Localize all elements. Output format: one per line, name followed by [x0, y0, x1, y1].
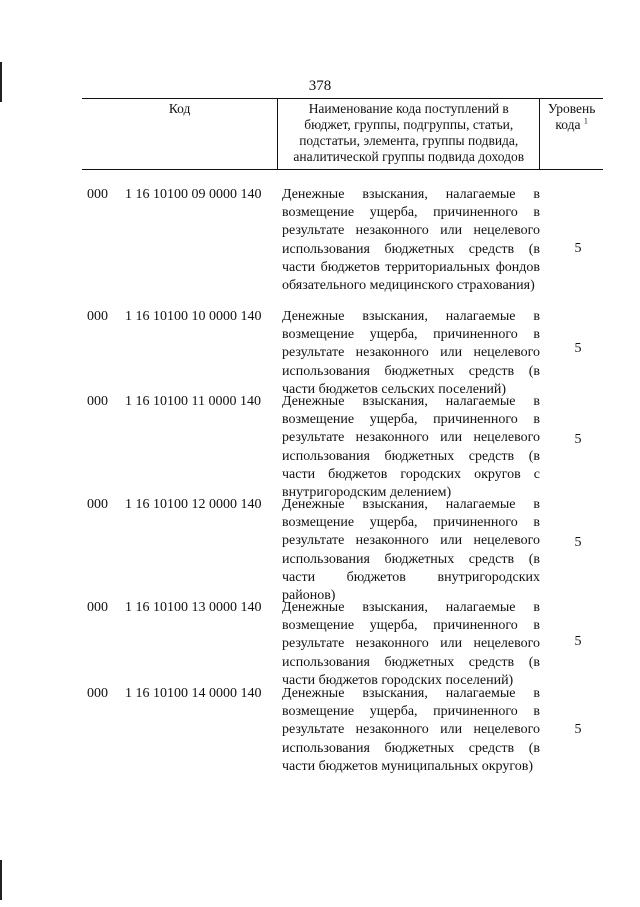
- table-row: [0, 308, 640, 397]
- code-level: 5: [574, 634, 582, 649]
- header-code-label: Код: [168, 101, 191, 116]
- table-body: [0, 186, 640, 795]
- revenue-code: 1 16 10100 10 0000 140: [125, 309, 262, 324]
- admin-code: 000: [87, 394, 108, 409]
- table-header: [82, 98, 603, 170]
- code-level: 5: [574, 241, 582, 256]
- code-description: Денежные взыскания, налагаемые в возмещение ущерба, причиненного в результате незаконного или нецелевого использования бюджетных средств (в части бюджетов городских поселений): [282, 600, 540, 688]
- table-row: [0, 393, 640, 501]
- code-description: Денежные взыскания, налагаемые в возмещение ущерба, причиненного в результате незаконного или нецелевого использования бюджетных средств (в части бюджетов муниципальных округов): [282, 686, 540, 774]
- code-level: 5: [574, 341, 582, 356]
- table-row: [0, 186, 640, 308]
- table-row: [0, 496, 640, 604]
- header-code-cell: [82, 99, 278, 170]
- revenue-code: 1 16 10100 11 0000 140: [125, 394, 261, 409]
- table-row: [0, 599, 640, 688]
- header-level-line: кода: [555, 117, 581, 132]
- header-name-line: бюджет, группы, подгруппы, статьи,: [304, 117, 514, 132]
- code-description: Денежные взыскания, налагаемые в возмещение ущерба, причиненного в результате незаконного или нецелевого использования бюджетных средств (в части бюджетов территориальных фондов обязательного медицинского страхования): [282, 187, 540, 294]
- code-description: Денежные взыскания, налагаемые в возмещение ущерба, причиненного в результате незаконного или нецелевого использования бюджетных средств (в части бюджетов внутригородских районов): [282, 497, 540, 604]
- admin-code: 000: [87, 600, 108, 615]
- header-level-footnote: 1: [583, 116, 588, 126]
- code-level: 5: [574, 722, 582, 737]
- revenue-code: 1 16 10100 09 0000 140: [125, 187, 262, 202]
- revenue-code: 1 16 10100 13 0000 140: [125, 600, 262, 615]
- header-name-line: подстатьи, элемента, группы подвида,: [299, 133, 519, 148]
- revenue-code: 1 16 10100 12 0000 140: [125, 497, 262, 512]
- code-level: 5: [574, 432, 582, 447]
- header-level-cell: [540, 99, 603, 170]
- page-number: 378: [308, 78, 332, 94]
- revenue-code: 1 16 10100 14 0000 140: [125, 686, 262, 701]
- header-name-line: Наименование кода поступлений в: [308, 101, 509, 116]
- header-name-line: аналитической группы подвида доходов: [293, 149, 525, 164]
- admin-code: 000: [87, 686, 108, 701]
- table-row: [0, 685, 640, 795]
- admin-code: 000: [87, 497, 108, 512]
- header-level-line: Уровень: [547, 101, 596, 116]
- code-description: Денежные взыскания, налагаемые в возмещение ущерба, причиненного в результате незаконного или нецелевого использования бюджетных средств (в части бюджетов городских округов с внутригородским делением): [282, 394, 540, 501]
- admin-code: 000: [87, 309, 108, 324]
- code-level: 5: [574, 535, 582, 550]
- admin-code: 000: [87, 187, 108, 202]
- scan-edge-mark: [0, 860, 2, 900]
- header-name-cell: [278, 99, 540, 170]
- code-description: Денежные взыскания, налагаемые в возмещение ущерба, причиненного в результате незаконного или нецелевого использования бюджетных средств (в части бюджетов сельских поселений): [282, 309, 540, 397]
